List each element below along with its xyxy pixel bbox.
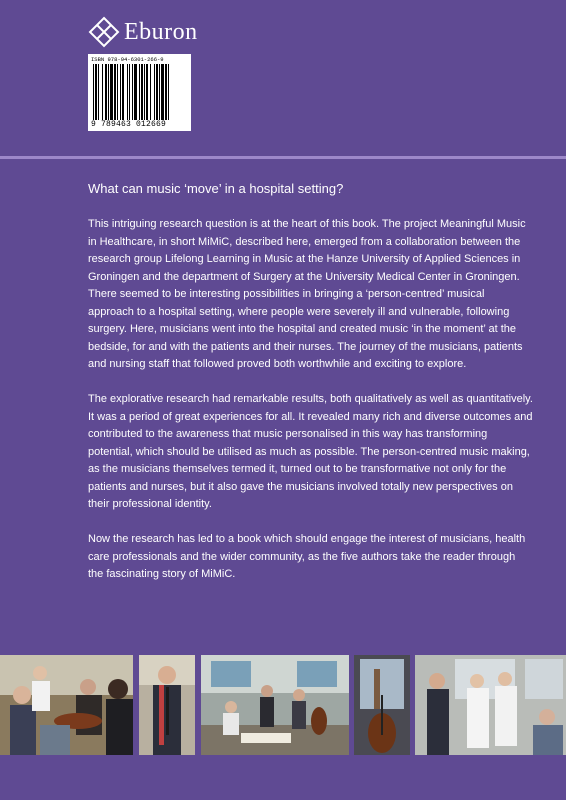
photo-ward-concert xyxy=(201,655,349,755)
blurb-paragraph-1: This intriguing research question is at the heart of this book. The project Meaningful Music in Healthcare, in short MiMiC, described here, emerged from a collaboration between the research group Lifelong Learning in Music at the Hanze University of Applied Sciences in Groningen and the department of Surgery at the University Medical Center in Groningen. There seemed to be interesting possibilities in bringing a ‘person-centred’ musical approach to a hospital setting, where people were severely ill and vulnerable, following surgery. Here, musicians went into the hospital and created music ‘in the moment’ at the bedside, for and with the patients and their nurses. The journey of the musicians, patients and nursing staff that followed proved both worthwhile and exciting to explore. xyxy=(88,218,526,370)
photo-nurses-and-musician xyxy=(415,655,566,755)
photo-musicians-with-patient xyxy=(0,655,133,755)
photo-strip xyxy=(0,655,566,755)
isbn-barcode xyxy=(88,54,191,131)
publisher-logo xyxy=(88,16,198,48)
barcode-bars xyxy=(91,64,188,120)
blurb-text xyxy=(88,216,533,601)
divider-line xyxy=(0,156,566,159)
publisher-name: Eburon xyxy=(124,18,198,45)
publisher-logo-icon xyxy=(88,16,120,48)
photo-cello-window xyxy=(354,655,410,755)
isbn-digits: 9 789463 012669 xyxy=(91,120,167,129)
blurb-paragraph-3: Now the research has led to a book which should engage the interest of musicians, health care professionals and the wider community, as the five authors take the reader through the fascinating story of MiMiC. xyxy=(88,533,526,580)
back-cover-heading: What can music ‘move’ in a hospital setting? xyxy=(88,181,344,196)
photo-clarinet-player xyxy=(139,655,195,755)
blurb-paragraph-2: The explorative research had remarkable results, both qualitatively as well as quantitatively. It was a period of great experiences for all. It revealed many rich and diverse outcomes and contributed to the awareness that music personalised in this way has transforming potential, which should be utilised as much as possible. The person-centred music making, as the musicians themselves termed it, turned out to be transformative not only for the patients and nurses, but it also gave the musicians involved totally new perspectives on their professional identity. xyxy=(88,393,533,510)
isbn-label: ISBN 978-94-6301-266-9 xyxy=(91,56,164,63)
